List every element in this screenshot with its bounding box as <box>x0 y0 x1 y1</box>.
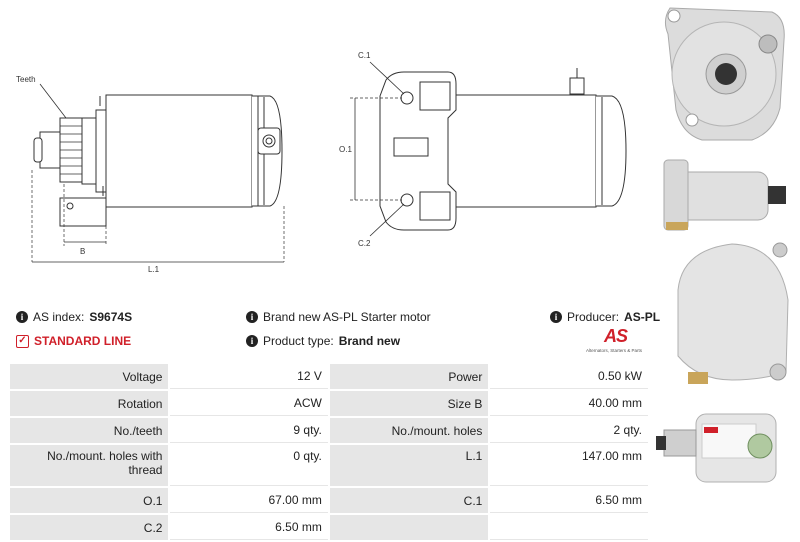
specs-table <box>8 362 650 542</box>
table-row <box>10 515 648 540</box>
product-type-row <box>246 334 400 348</box>
brand-logo <box>586 324 650 358</box>
check-icon: ✓ <box>16 335 29 348</box>
spec-value <box>490 515 648 540</box>
spec-key: Size B <box>330 391 488 416</box>
table-row <box>10 364 648 389</box>
standard-line-row <box>16 334 131 348</box>
brand-logo-tagline: Alternators, Starters & Parts <box>586 348 643 353</box>
spec-value: 6.50 mm <box>170 515 327 540</box>
label-o1: O.1 <box>339 145 352 154</box>
spec-value: 0.50 kW <box>490 364 648 389</box>
spec-key: C.1 <box>330 488 488 513</box>
table-row <box>10 391 648 416</box>
as-index-row <box>16 310 132 324</box>
spec-key: Rotation <box>10 391 168 416</box>
photo-front-view <box>665 8 784 140</box>
spec-key: No./teeth <box>10 418 168 443</box>
spec-value: 12 V <box>170 364 327 389</box>
producer-row <box>550 310 660 324</box>
spec-key: C.2 <box>10 515 168 540</box>
brand-logo-mark: AS <box>604 326 628 346</box>
description-row <box>246 310 431 324</box>
spec-key: L.1 <box>330 445 488 486</box>
spec-value: 147.00 mm <box>490 445 648 486</box>
spec-key: No./mount. holes <box>330 418 488 443</box>
spec-key: Power <box>330 364 488 389</box>
spec-value: 6.50 mm <box>490 488 648 513</box>
table-row <box>10 445 648 486</box>
product-photos <box>652 0 800 523</box>
as-index-value: S9674S <box>89 310 133 324</box>
spec-key: O.1 <box>10 488 168 513</box>
spec-key: No./mount. holes with thread <box>10 445 168 486</box>
table-row <box>10 418 648 443</box>
photo-side-view <box>664 160 786 230</box>
info-icon: i <box>246 311 258 323</box>
label-l1: L.1 <box>148 265 160 274</box>
description-text: Brand new AS-PL Starter motor <box>263 310 431 324</box>
spec-value: 40.00 mm <box>490 391 648 416</box>
label-c1: C.1 <box>358 51 371 60</box>
product-type-value: Brand new <box>338 334 401 348</box>
label-teeth: Teeth <box>16 75 36 84</box>
product-type-label: Product type: <box>263 334 334 348</box>
producer-label: Producer: <box>567 310 620 324</box>
label-c2: C.2 <box>358 239 371 248</box>
spec-value: 67.00 mm <box>170 488 327 513</box>
as-index-label: AS index: <box>33 310 85 324</box>
technical-drawing <box>0 0 660 300</box>
spec-value: ACW <box>170 391 327 416</box>
spec-value: 9 qty. <box>170 418 327 443</box>
spec-key: Voltage <box>10 364 168 389</box>
label-b: B <box>80 247 86 256</box>
standard-line-label: STANDARD LINE <box>34 334 132 348</box>
spec-value: 0 qty. <box>170 445 327 486</box>
spec-key <box>330 515 488 540</box>
table-row <box>10 488 648 513</box>
spec-value: 2 qty. <box>490 418 648 443</box>
producer-value: AS-PL <box>624 310 661 324</box>
info-icon: i <box>550 311 562 323</box>
info-icon: i <box>246 335 258 347</box>
info-icon: i <box>16 311 28 323</box>
photo-rear-view <box>678 243 788 384</box>
photo-label-view <box>656 414 776 482</box>
